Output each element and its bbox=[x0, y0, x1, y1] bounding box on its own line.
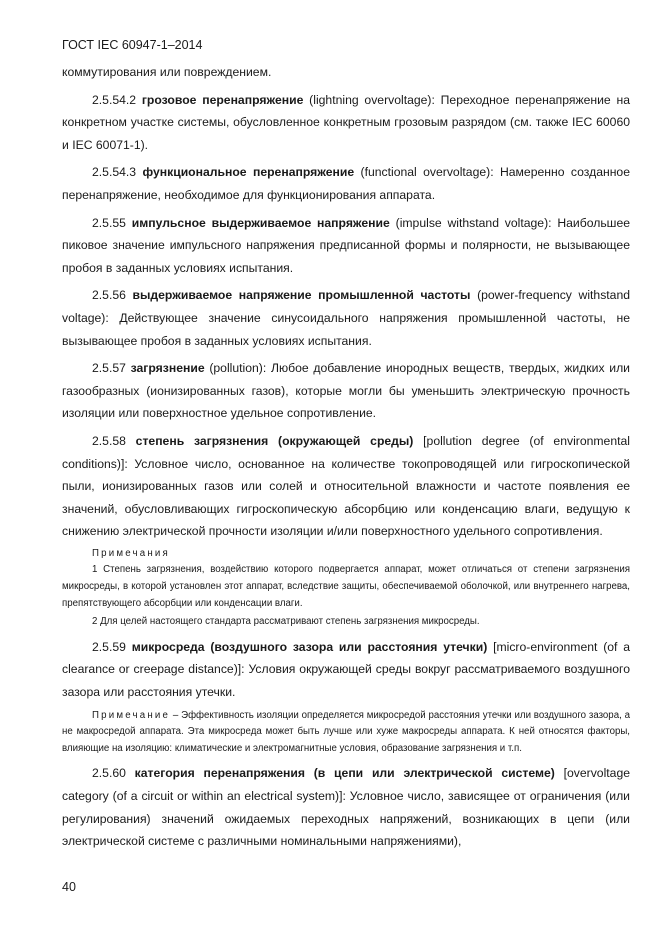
clause-number: 2.5.59 bbox=[92, 639, 126, 654]
clause-number: 2.5.55 bbox=[92, 215, 126, 230]
clause-number: 2.5.54.2 bbox=[92, 92, 137, 107]
clause-number: 2.5.57 bbox=[92, 361, 126, 376]
clause-2-5-56 bbox=[62, 284, 630, 352]
clause-term: грозовое перенапряжение bbox=[141, 92, 304, 107]
note-1: 1 Степень загрязнения, воздействию которого подвергается аппарат, может отличаться от степени загрязнения микросреды, в которой установлен этот аппарат, вследствие защиты, обеспечиваемой оболочкой, или внутреннего нагрева, препятствующего абсорбции или конденсации влаги. bbox=[62, 564, 630, 609]
clause-text: [pollution degree (of environmental conditions)]: Условное число, основанное на количестве токопроводящей или гигроскопической пыли, ионизированных газов или солей и относительной влажности и частоте появления ее значений, обусловливающих гигроскопическую абсорбцию или конденсацию влаги, ведущую к снижению электрической прочности изоляции и/или поверхностного удельного сопротивления. bbox=[62, 433, 630, 539]
clause-term: степень загрязнения (окружающей среды) bbox=[135, 433, 414, 448]
clause-text: (functional overvoltage): Намеренно созданное перенапряжение, необходимое для функционирования аппарата. bbox=[62, 165, 630, 202]
clause-2-5-57 bbox=[62, 357, 630, 425]
clause-text: (power-frequency withstand voltage): Действующее значение синусоидального напряжения промышленной частоты, не вызывающее пробоя в заданных условиях испытания. bbox=[62, 288, 631, 348]
clause-number: 2.5.56 bbox=[92, 288, 126, 303]
clause-2-5-55 bbox=[62, 212, 630, 280]
clause-term: загрязнение bbox=[130, 361, 205, 376]
clause-term: выдерживаемое напряжение промышленной частоты bbox=[132, 288, 471, 303]
clause-number: 2.5.60 bbox=[92, 766, 126, 781]
clause-term: функциональное перенапряжение bbox=[142, 165, 355, 180]
clause-text: [micro-environment (of a clearance or creepage distance)]: Условия окружающей среды вокруг рассматриваемого воздушного зазора или расстояния утечки. bbox=[62, 639, 630, 700]
note-heading: Примечание bbox=[92, 709, 171, 721]
clause-number: 2.5.54.3 bbox=[92, 165, 137, 180]
note-text: – Эффективность изоляции определяется микросредой расстояния утечки или воздушного зазора, а не макросредой аппарата. Эта микросреда может быть лучше или хуже макросреды аппарата. К ней относятся факторы, влияющие на изоляцию: климатические и электромагнитные условия, образование загрязнения и т.п. bbox=[62, 709, 630, 754]
clause-term: импульсное выдерживаемое напряжение bbox=[131, 215, 390, 230]
clause-text: [overvoltage category (of a circuit or within an electrical system)]: Условное число, зависящее от ограничения (или регулирования) значений ожидаемых переходных напряжений, возникающих в цепи (или электрической системе с различными номинальными напряжениями), bbox=[62, 766, 631, 849]
clause-2-5-54-2 bbox=[62, 89, 630, 157]
notes-heading: Примечания bbox=[92, 547, 170, 559]
clause-text: (impulse withstand voltage): Наибольшее пиковое значение импульсного напряжения предписанной формы и полярности, не вызывающее пробоя в заданных условиях испытания. bbox=[62, 215, 631, 275]
clause-term: микросреда (воздушного зазора или расстояния утечки) bbox=[131, 639, 488, 654]
continued-text: коммутирования или повреждением. bbox=[62, 65, 272, 79]
note-2: 2 Для целей настоящего стандарта рассматривают степень загрязнения микросреды. bbox=[92, 616, 480, 628]
clause-number: 2.5.58 bbox=[92, 433, 126, 448]
clause-2-5-54-3 bbox=[62, 161, 630, 206]
clause-text: (pollution): Любое добавление инородных веществ, твердых, жидких или газообразных (ионизированных газов), которые могли бы уменьшить электрическую прочность изоляции или поверхностное удельное сопротивление. bbox=[62, 361, 630, 421]
clause-term: категория перенапряжения (в цепи или электрической системе) bbox=[134, 766, 555, 781]
page-number: 40 bbox=[62, 880, 76, 894]
clause-2-5-60 bbox=[62, 762, 630, 852]
note-2-5-59 bbox=[62, 708, 630, 758]
clause-2-5-59 bbox=[62, 636, 630, 704]
document-header: ГОСТ IEC 60947-1–2014 bbox=[62, 38, 203, 52]
clause-text: (lightning overvoltage): Переходное перенапряжение на конкретном участке системы, обусловленное конкретным грозовым разрядом (см. также IEC 60060 и IEC 60071-1). bbox=[62, 92, 630, 152]
document-page bbox=[62, 38, 630, 853]
clause-2-5-58 bbox=[62, 430, 630, 543]
